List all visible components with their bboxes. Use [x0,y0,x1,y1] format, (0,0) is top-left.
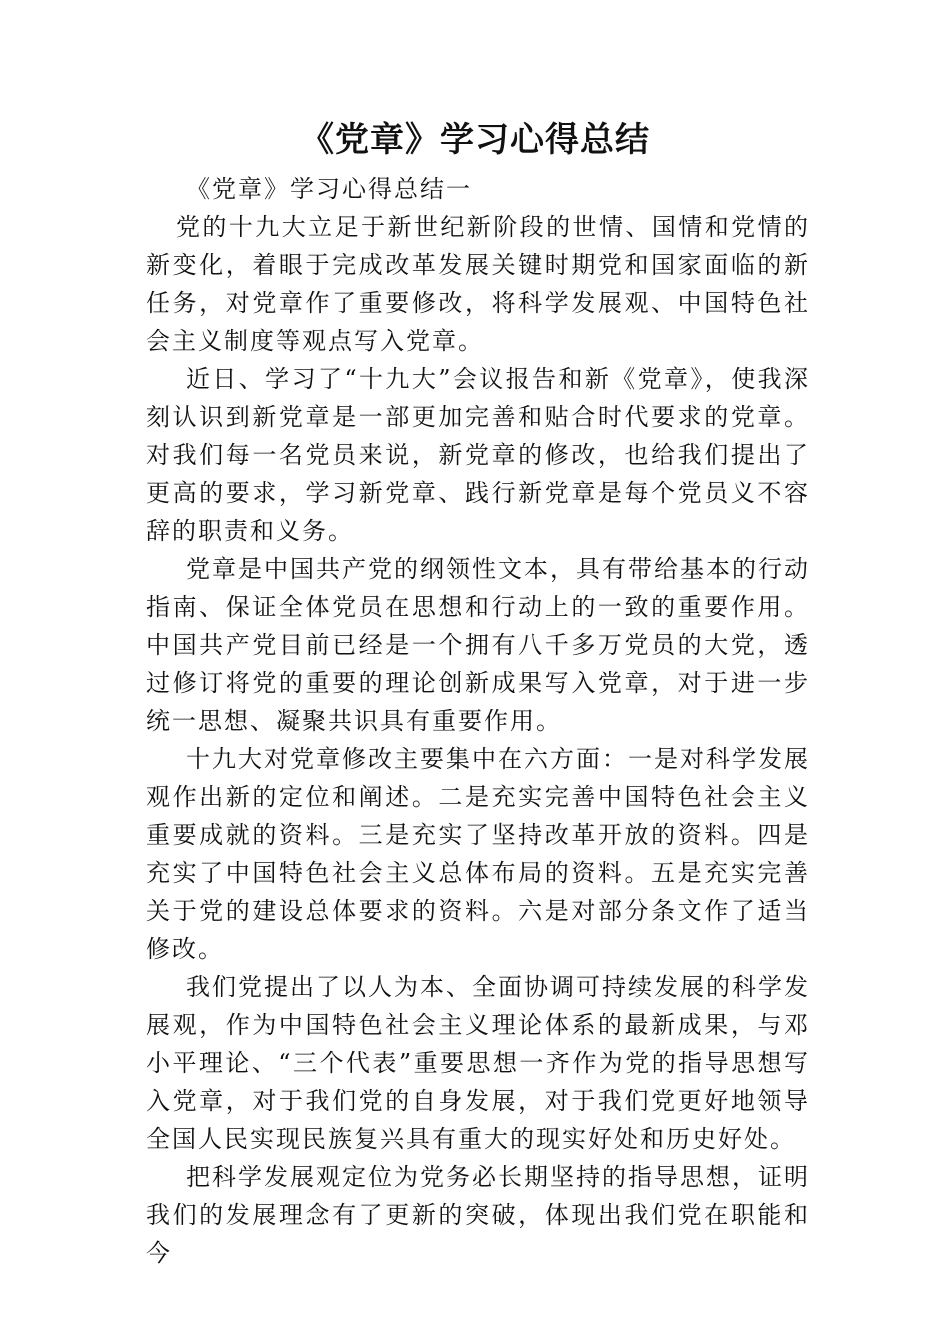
paragraph: 把科学发展观定位为党务必长期坚持的指导思想，证明我们的发展理念有了更新的突破，体现出我们党在职能和今 [146,1163,810,1267]
document-title: 《党章》学习心得总结 [300,120,650,160]
document-subtitle: 《党章》学习心得总结一 [186,175,472,203]
document-body [146,208,810,1272]
paragraph: 近日、学习了“十九大”会议报告和新《党章》，使我深刻认识到新党章是一部更加完善和贴合时代要求的党章。对我们每一名党员来说，新党章的修改，也给我们提出了更高的要求，学习新党章、践行新党章是每个党员义不容辞的职责和义务。 [146,365,810,545]
paragraph: 十九大对党章修改主要集中在六方面：一是对科学发展观作出新的定位和阐述。二是充实完善中国特色社会主义重要成就的资料。三是充实了坚持改革开放的资料。四是充实了中国特色社会主义总体布局的资料。五是充实完善关于党的建设总体要求的资料。六是对部分条文作了适当修改。 [146,745,810,963]
paragraph: 党的十九大立足于新世纪新阶段的世情、国情和党情的新变化，着眼于完成改革发展关键时期党和国家面临的新任务，对党章作了重要修改，将科学发展观、中国特色社会主义制度等观点写入党章。 [146,213,810,355]
paragraph: 我们党提出了以人为本、全面协调可持续发展的科学发展观，作为中国特色社会主义理论体系的最新成果，与邓小平理论、“三个代表”重要思想一齐作为党的指导思想写入党章，对于我们党的自身发展，对于我们党更好地领导全国人民实现民族复兴具有重大的现实好处和历史好处。 [146,973,810,1153]
paragraph: 党章是中国共产党的纲领性文本，具有带给基本的行动指南、保证全体党员在思想和行动上的一致的重要作用。中国共产党目前已经是一个拥有八千多万党员的大党，透过修订将党的重要的理论创新成果写入党章，对于进一步统一思想、凝聚共识具有重要作用。 [146,555,810,735]
